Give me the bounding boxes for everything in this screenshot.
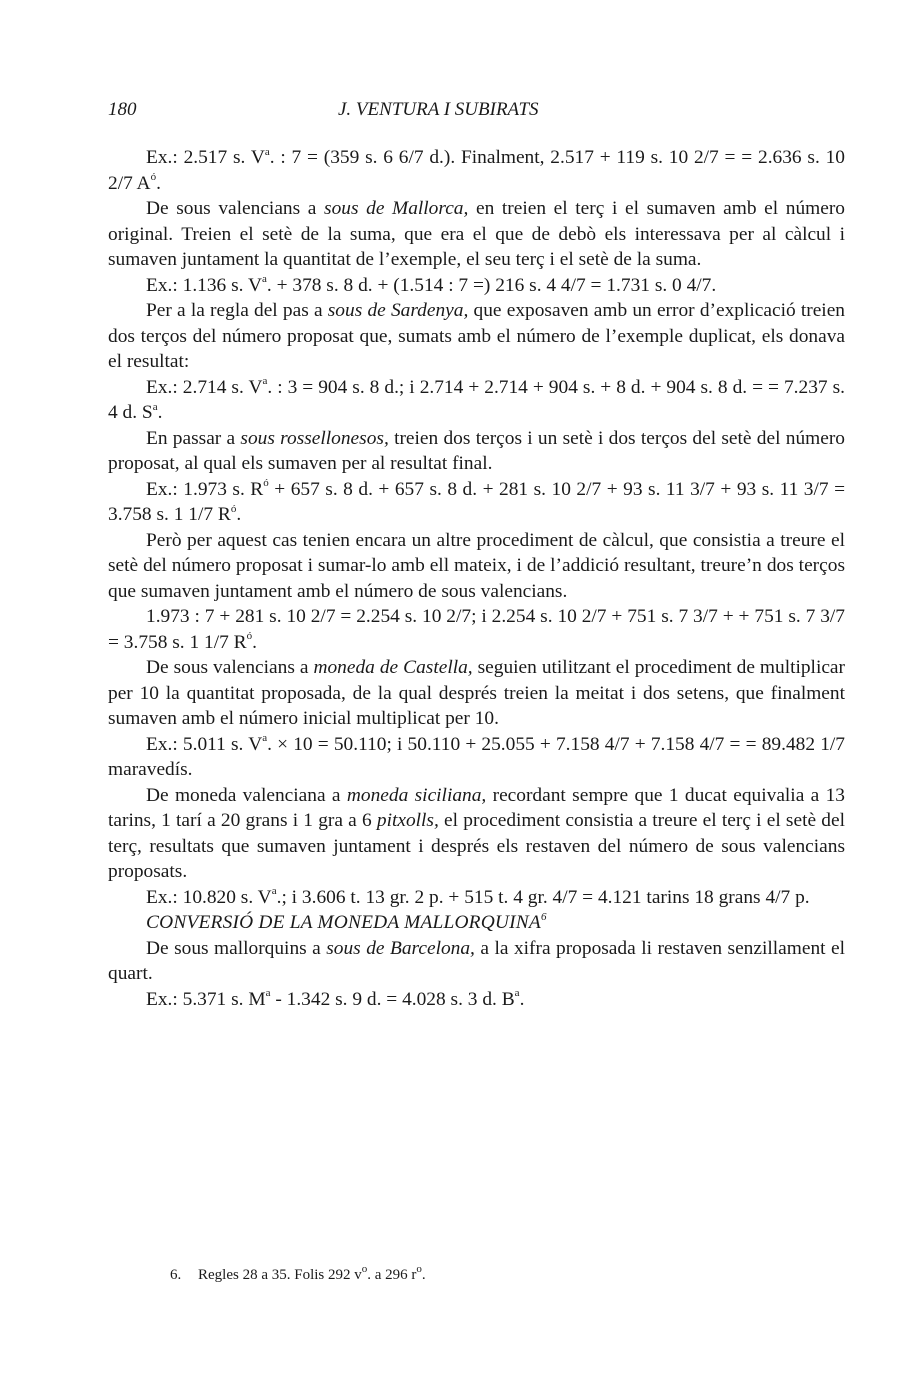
paragraph-example-5: 1.973 : 7 + 281 s. 10 2/7 = 2.254 s. 10 2/7; i 2.254 s. 10 2/7 + 751 s. 7 3/7 + + 751 s. 7 3/7 = 3.758 s. 1 1/7 $R^ó$. — [108, 606, 845, 653]
paragraph-alternative: Però per aquest cas tenien encara un altre procediment de càlcul, que consistia a treure el setè del número proposat i sumar-lo amb ell mateix, i de l’addició resultant, treure’n dos terços que sumaven juntament amb el número de sous valencians. — [108, 529, 845, 602]
section-heading: CONVERSIÓ DE LA MONEDA MALLORQUINA$^6$ — [146, 910, 547, 933]
paragraph-example-4: Ex.: 1.973 s. $R^ó + 657$ s. 8 d. + 657 s. 8 d. + 281 s. 10 2/7 + 93 s. 11 3/7 + 93 s. 11 3/7 = 3.758 s. 1 1/7 $R^ó$. — [108, 477, 846, 525]
paragraph-siciliana: De moneda valenciana a moneda siciliana, recordant sempre que 1 ducat equivalia a 13 tarins, 1 tarí a 20 grans i 1 gra a 6 pitxolls, el procediment consistia a treure el terç i el setè del terç, resultats que sumaven juntament i després els restaven del número de sous valencians proposats. — [108, 784, 845, 882]
paragraph-example-3: Ex.: 2.714 s. $V^a$. : 3 = 904 s. 8 d.; i 2.714 + 2.714 + 904 s. + 8 d. + 904 s. 8 d. = = 7.237 s. 4 d. $S^a$. — [108, 375, 845, 423]
paragraph-rossellonesos: En passar a sous rossellonesos, treien dos terços i un setè i dos terços del setè del número proposat, al qual els sumaven per al resultat final. — [108, 427, 845, 474]
footnote-text: Regles 28 a 35. Folis 292 $v^o$. a 296 $r^o$. — [198, 1263, 426, 1283]
paragraph-example-2: Ex.: 1.136 s. $V^a$. + 378 s. 8 d. + (1.514 : 7 =) 216 s. 4 4/7 = 1.731 s. 0 4/7. — [146, 273, 717, 296]
running-title: J. VENTURA I SUBIRATS — [338, 99, 539, 120]
body-text — [108, 145, 845, 1012]
paragraph-example-8: Ex.: 5.371 s. $M^a - 1.342$ s. 9 d. = 4.028 s. 3 d. $B^a$. — [146, 987, 525, 1010]
footnote-ref[interactable]: 6 — [540, 910, 547, 923]
footnote-number: 6. — [170, 1267, 182, 1283]
paragraph-sardenya: Per a la regla del pas a sous de Sardenya, que exposaven amb un error d’explicació treien dos terços del número proposat que, sumats amb el número de l’exemple duplicat, els donava el resultat: — [108, 300, 845, 372]
paragraph-barcelona: De sous mallorquins a sous de Barcelona, a la xifra proposada li restaven senzillament el quart. — [108, 937, 845, 984]
paragraph-mallorca: De sous valencians a sous de Mallorca, en treien el terç i el sumaven amb el número original. Treien el setè de la suma, que era el que de debò els interessava per al càlcul i sumaven juntament la quantitat de l’exemple, el seu terç i el setè de la suma. — [108, 198, 845, 270]
paragraph-example-6: Ex.: 5.011 s. $V^a$. × 10 = 50.110; i 50.110 + 25.055 + 7.158 4/7 + 7.158 4/7 = = 89.482 1/7 maravedís. — [108, 732, 845, 780]
footnote — [170, 1265, 810, 1285]
page-number: 180 — [108, 99, 137, 120]
paragraph-example-7: Ex.: 10.820 s. $V^a$.; i 3.606 t. 13 gr. 2 p. + 515 t. 4 gr. 4/7 = 4.121 tarins 18 grans 4/7 p. — [146, 885, 810, 908]
paragraph-example-1: Ex.: 2.517 s. $V^a$. : 7 = (359 s. 6 6/7 d.). Finalment, 2.517 + 119 s. 10 2/7 = = 2.636 s. 10 2/7 $A^ó$. — [108, 145, 845, 194]
paragraph-castella: De sous valencians a moneda de Castella, seguien utilitzant el procediment de multiplicar per 10 la quantitat proposada, de la qual després treien la meitat i dos setens, que finalment sumaven amb el número inicial multiplicat per 10. — [108, 657, 845, 729]
